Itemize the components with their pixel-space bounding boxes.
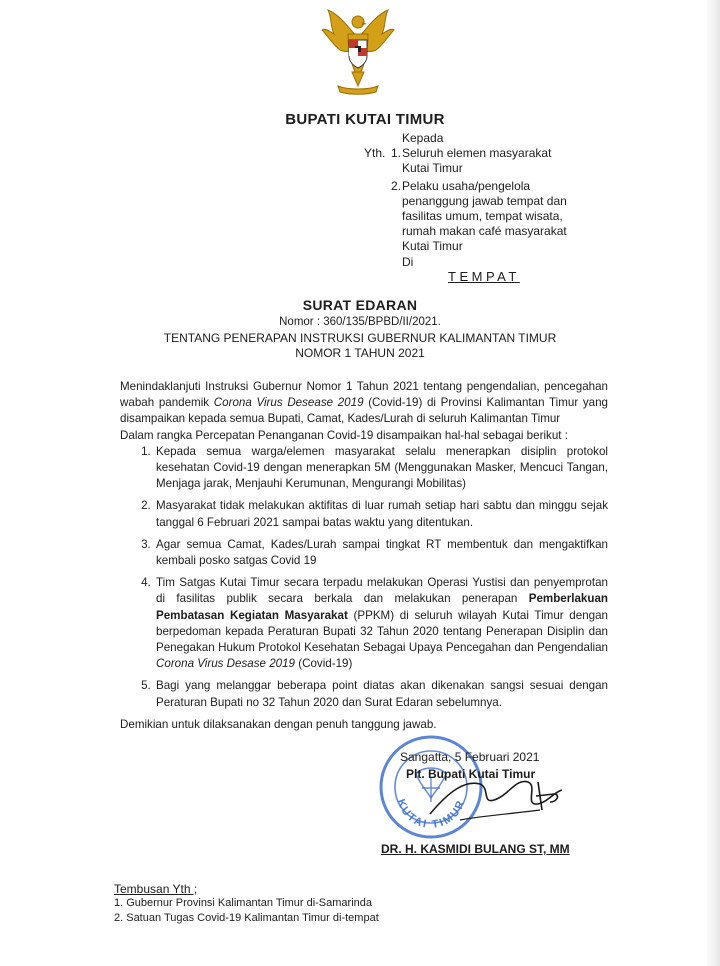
intro-text: (Covid-19) di Provinsi Kalimantan Timur yang disampaikan kepada semua Bupati, Camat, Kades/Lurah di seluruh Kalimantan Timur [120,396,608,426]
addressee-item-line: rumah makan café masyarakat [402,224,567,239]
addressee-di: Di [402,254,414,269]
intro-paragraph [120,379,608,428]
list-item: 2. Masyarakat tidak melakukan aktifitas di luar rumah setiap hari sabtu dan minggu sejak tanggal 6 Februari 2021 sampai batas waktu yang ditentukan. [154,498,608,530]
cc-list [114,896,379,925]
cc-item: 2. Satuan Tugas Covid-19 Kalimantan Timur di-tempat [114,911,379,924]
intro-text: Menindaklanjuti Instruksi Gubernur Nomor 1 Tahun 2021 tentang pengendalian, pencegahan wabah pandemik [120,380,608,410]
lead-paragraph: Dalam rangka Percepatan Penanganan Covid-19 disampaikan hal-hal sebagai berikut : [120,428,568,442]
addressee-item-num: 1. [391,146,402,161]
letter-body [120,379,608,733]
cc-item: 1. Gubernur Provinsi Kalimantan Timur di-Samarinda [114,897,373,909]
instruction-list [120,444,608,711]
list-item-text: (Covid-19) [295,657,353,671]
list-item: 5. Bagi yang melanggar beberapa point diatas akan dikenakan sangsi sesuai dengan Peraturan Bupati no 32 Tahun 2020 dan Surat Edaran sebelumnya. [154,678,608,710]
list-item [154,575,608,672]
list-item-italic-text: Corona Virus Desase 2019 [156,657,295,671]
addressee-item-line: penanggung jawab tempat dan [402,193,567,208]
addressee-yth: Yth. [364,146,386,161]
letter-title: SURAT EDARAN [302,297,418,313]
addressee-item-num: 2. [391,178,402,193]
closing-paragraph: Demikian untuk dilaksanakan dengan penuh tanggung jawab. [120,717,437,731]
addressee-to: Kepada [402,131,444,145]
addressee-item-line: Kutai Timur [402,239,463,254]
addressee-item-line: Seluruh elemen masyarakat [402,146,552,161]
intro-italic-text: Corona Virus Desease 2019 [213,396,364,410]
sign-place-date: Sangatta, 5 Februari 2021 [400,750,540,764]
addressee-item-line: Pelaku usaha/pengelola [402,178,531,193]
issuer-title: BUPATI KUTAI TIMUR [285,111,445,128]
letter-subject [0,331,720,361]
letter-number: Nomor : 360/135/BPBD/II/2021. [279,316,441,328]
addressee-place: TEMPAT [448,269,520,284]
addressee-block [364,131,598,270]
stamp-text: KUTAI TIMUR [394,797,468,832]
addressee-item-line: Kutai Timur [402,161,463,176]
list-item-text: Tim Satgas Kutai Timur secara terpadu melakukan Operasi Yustisi dan penyemprotan di fasilitas publik secara berkala dan melakukan penerapan [156,576,608,606]
letter-subject-line: NOMOR 1 TAHUN 2021 [295,346,425,360]
sign-position: Plt. Bupati Kutai Timur [406,767,536,781]
list-item: 3. Agar semua Camat, Kades/Lurah sampai tingkat RT membentuk dan mengaktifkan kembali posko satgas Covid 19 [154,537,608,569]
cc-heading: Tembusan Yth ; [114,882,198,896]
garuda-emblem-icon [316,6,400,96]
page-edge-shadow [706,0,720,966]
list-item-text: (PPKM) di seluruh wilayah Kutai Timur dengan berpedoman kepada Peraturan Bupati 32 Tahun 2020 tentang Penerapan Disiplin dan Penegakan Hukum Protokol Kesehatan Sebagai Upaya Pencegahan dan Pengendalian [156,608,608,655]
letter-subject-line: TENTANG PENERAPAN INSTRUKSI GUBERNUR KALIMANTAN TIMUR [163,331,557,345]
addressee-item-line: fasilitas umum, tempat wisata, [402,209,563,224]
handwritten-signature-icon [420,770,580,830]
list-item-bold-text: Pemberlakuan Pembatasan Kegiatan Masyarakat [156,592,608,622]
list-item: 1. Kepada semua warga/elemen masyarakat selalu menerapkan disiplin protokol kesehatan Covid-19 dengan menerapkan 5M (Menggunakan Masker, Mencuci Tangan, Menjaga jarak, Menjauhi Kerumunan, Mengurangi Mobilitas) [154,444,608,493]
signatory-name: DR. H. KASMIDI BULANG ST, MM [381,842,570,856]
